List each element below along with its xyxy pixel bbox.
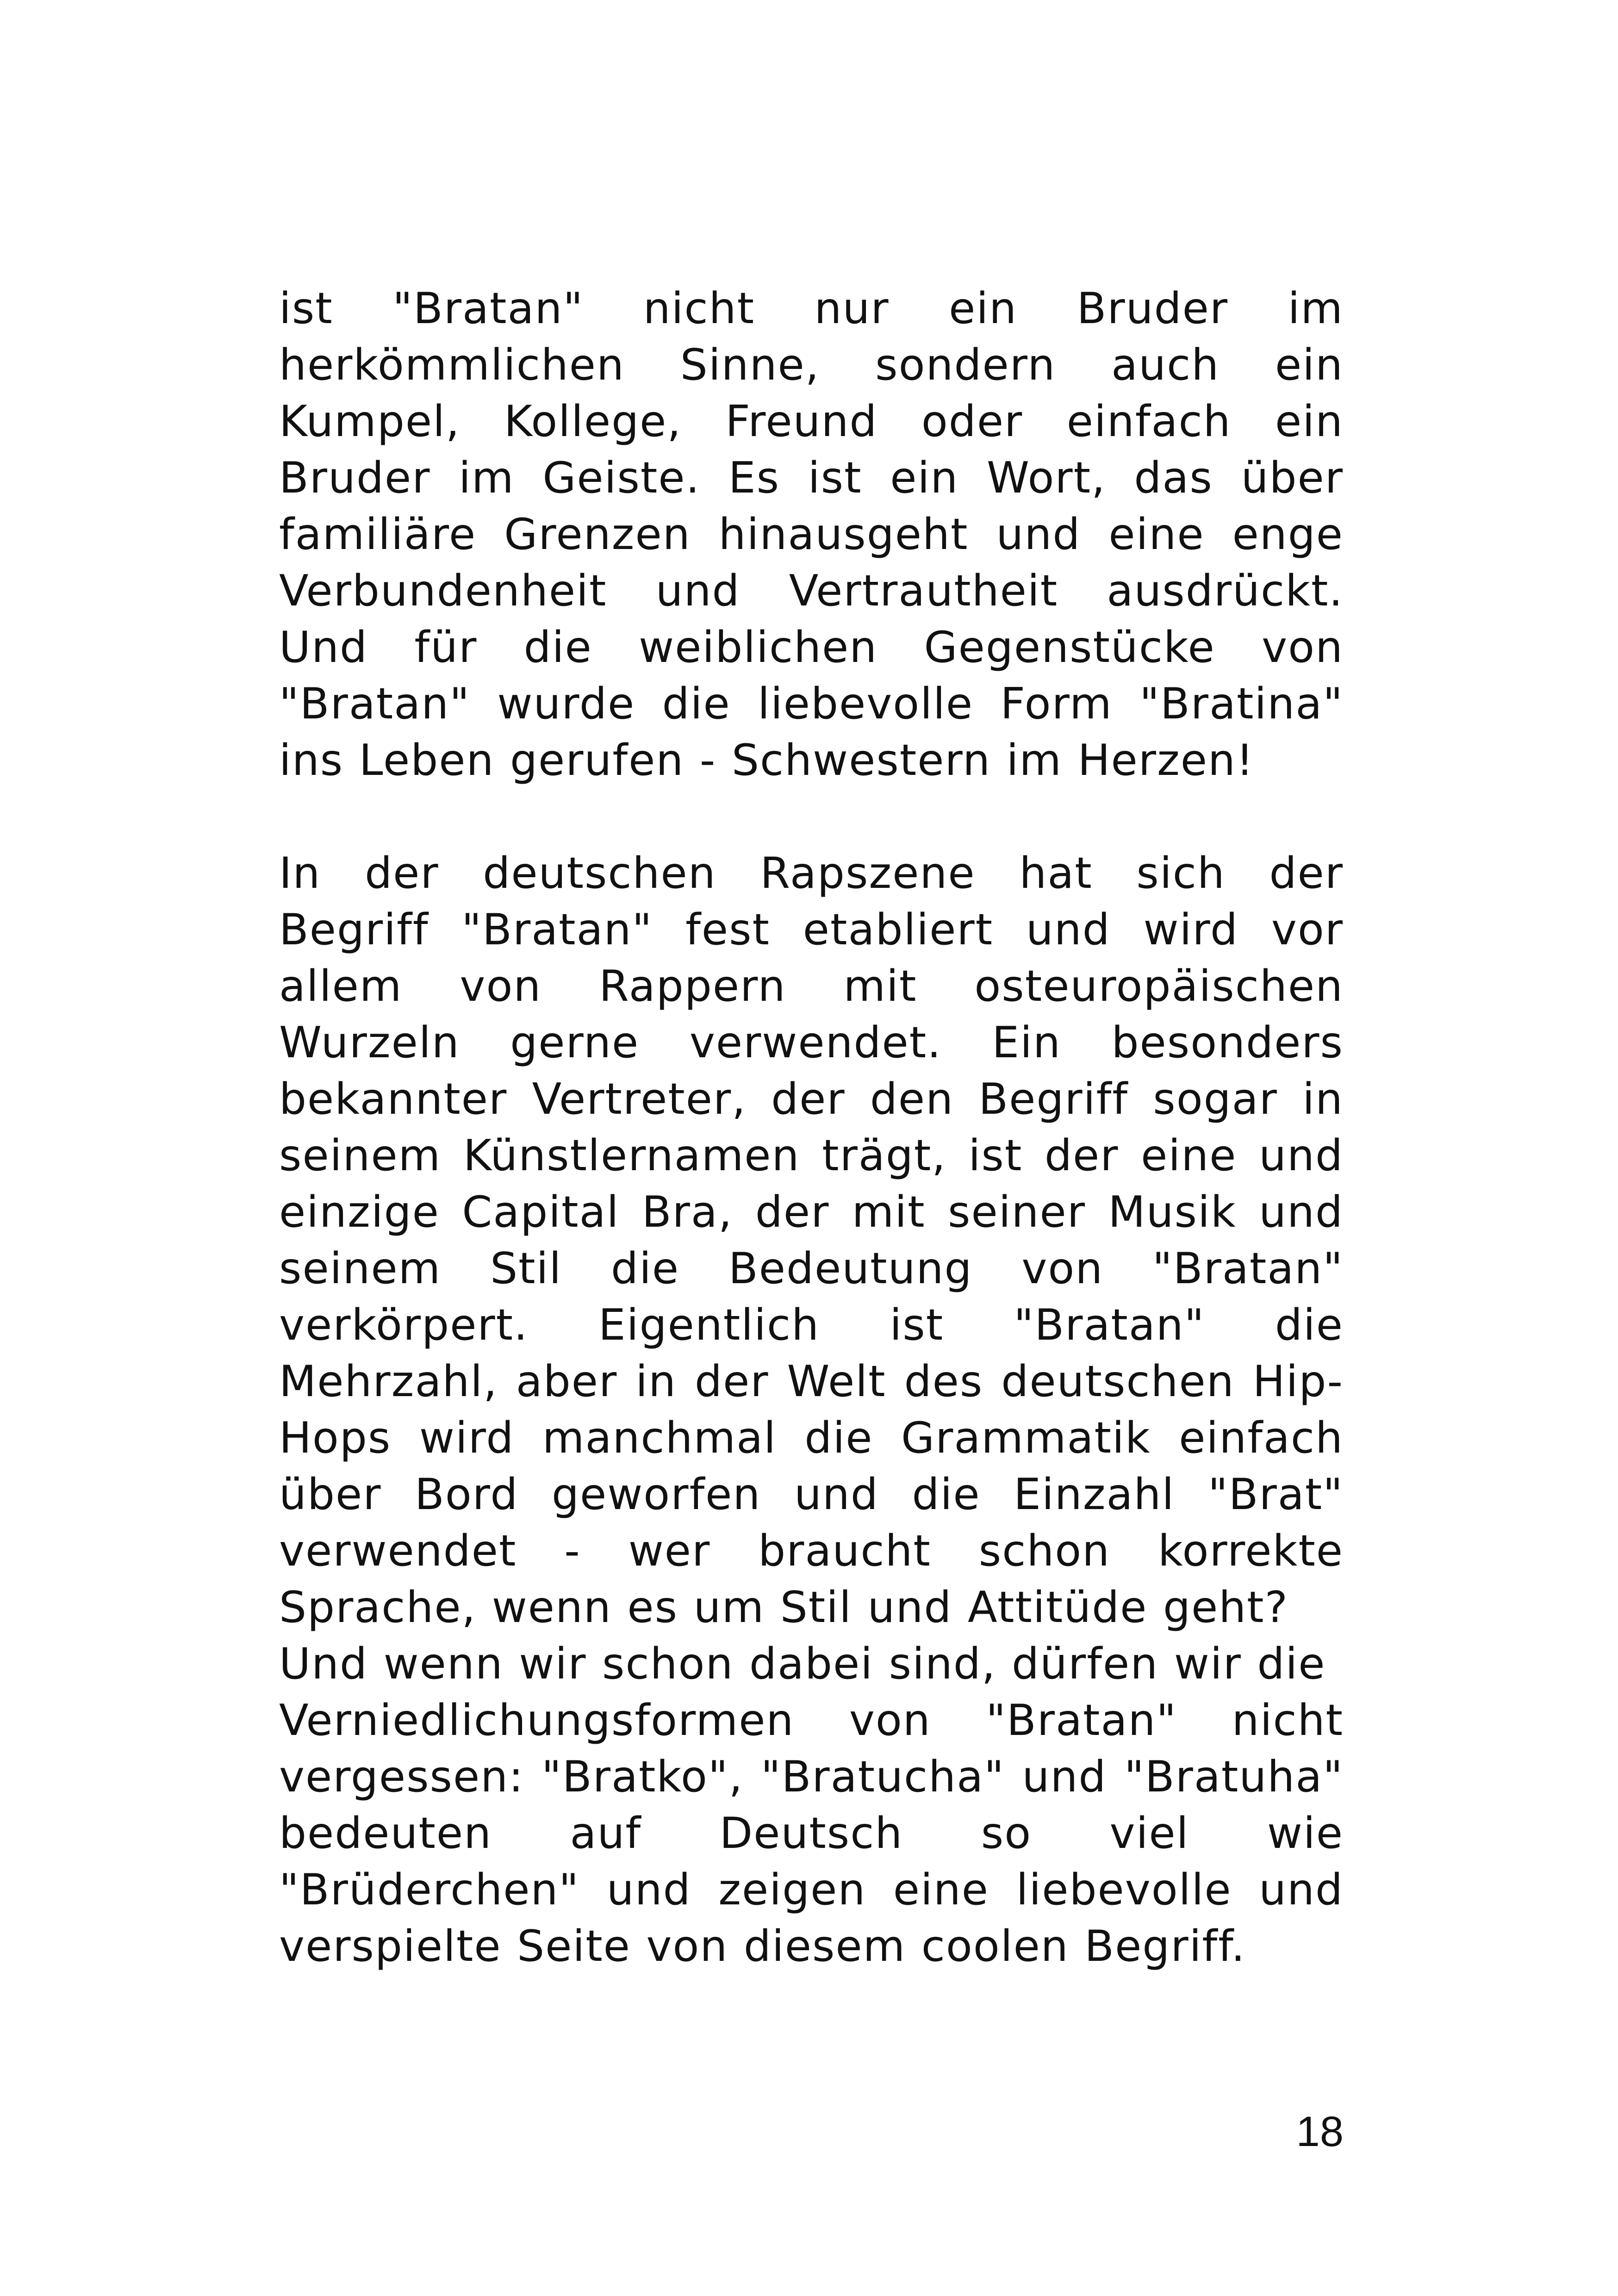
text-line: Und für die weiblichen Gegenstücke von bbox=[279, 622, 1344, 672]
text-line: seinem Stil die Bedeutung von "Bratan" bbox=[279, 1243, 1344, 1293]
text-line: familiäre Grenzen hinausgeht und eine enge bbox=[279, 509, 1344, 559]
text-line: über Bord geworfen und die Einzahl "Brat" bbox=[279, 1469, 1344, 1519]
text-line: Kumpel, Kollege, Freund oder einfach ein bbox=[279, 396, 1344, 446]
paragraph-1 bbox=[279, 280, 1344, 788]
text-line: Verbundenheit und Vertrautheit ausdrückt. bbox=[279, 566, 1344, 616]
text-line: In der deutschen Rapszene hat sich der bbox=[279, 848, 1344, 898]
text-line: Verniedlichungsformen von "Bratan" nicht bbox=[279, 1695, 1344, 1745]
text-line: verspielte Seite von diesem coolen Begriff. bbox=[279, 1921, 1246, 1971]
text-line: Hops wird manchmal die Grammatik einfach bbox=[279, 1413, 1344, 1463]
paragraph-2 bbox=[279, 845, 1344, 1974]
text-line: bekannter Vertreter, der den Begriff sogar in bbox=[279, 1074, 1344, 1124]
text-line: ist "Bratan" nicht nur ein Bruder im bbox=[279, 283, 1344, 333]
text-line: "Bratan" wurde die liebevolle Form "Bratina" bbox=[279, 679, 1344, 729]
text-line: Mehrzahl, aber in der Welt des deutschen Hip- bbox=[279, 1356, 1344, 1406]
text-line: "Brüderchen" und zeigen eine liebevolle und bbox=[279, 1865, 1344, 1915]
text-line: verwendet - wer braucht schon korrekte bbox=[279, 1526, 1344, 1576]
text-line: bedeuten auf Deutsch so viel wie bbox=[279, 1808, 1344, 1858]
text-line: Bruder im Geiste. Es ist ein Wort, das über bbox=[279, 453, 1344, 503]
text-line: herkömmlichen Sinne, sondern auch ein bbox=[279, 340, 1344, 390]
text-line: Begriff "Bratan" fest etabliert und wird vor bbox=[279, 905, 1344, 955]
text-line: ins Leben gerufen - Schwestern im Herzen! bbox=[279, 735, 1255, 785]
text-line: vergessen: "Bratko", "Bratucha" und "Bratuha" bbox=[279, 1752, 1344, 1802]
text-line: Wurzeln gerne verwendet. Ein besonders bbox=[279, 1017, 1344, 1067]
text-line: Und wenn wir schon dabei sind, dürfen wir die bbox=[279, 1639, 1326, 1689]
page-number: 18 bbox=[1296, 2108, 1344, 2155]
text-line: allem von Rappern mit osteuropäischen bbox=[279, 961, 1344, 1011]
text-line: verkörpert. Eigentlich ist "Bratan" die bbox=[279, 1300, 1344, 1350]
text-line: einzige Capital Bra, der mit seiner Musik und bbox=[279, 1187, 1344, 1237]
text-line: seinem Künstlernamen trägt, ist der eine und bbox=[279, 1130, 1344, 1180]
text-line: Sprache, wenn es um Stil und Attitüde geht? bbox=[279, 1582, 1288, 1632]
